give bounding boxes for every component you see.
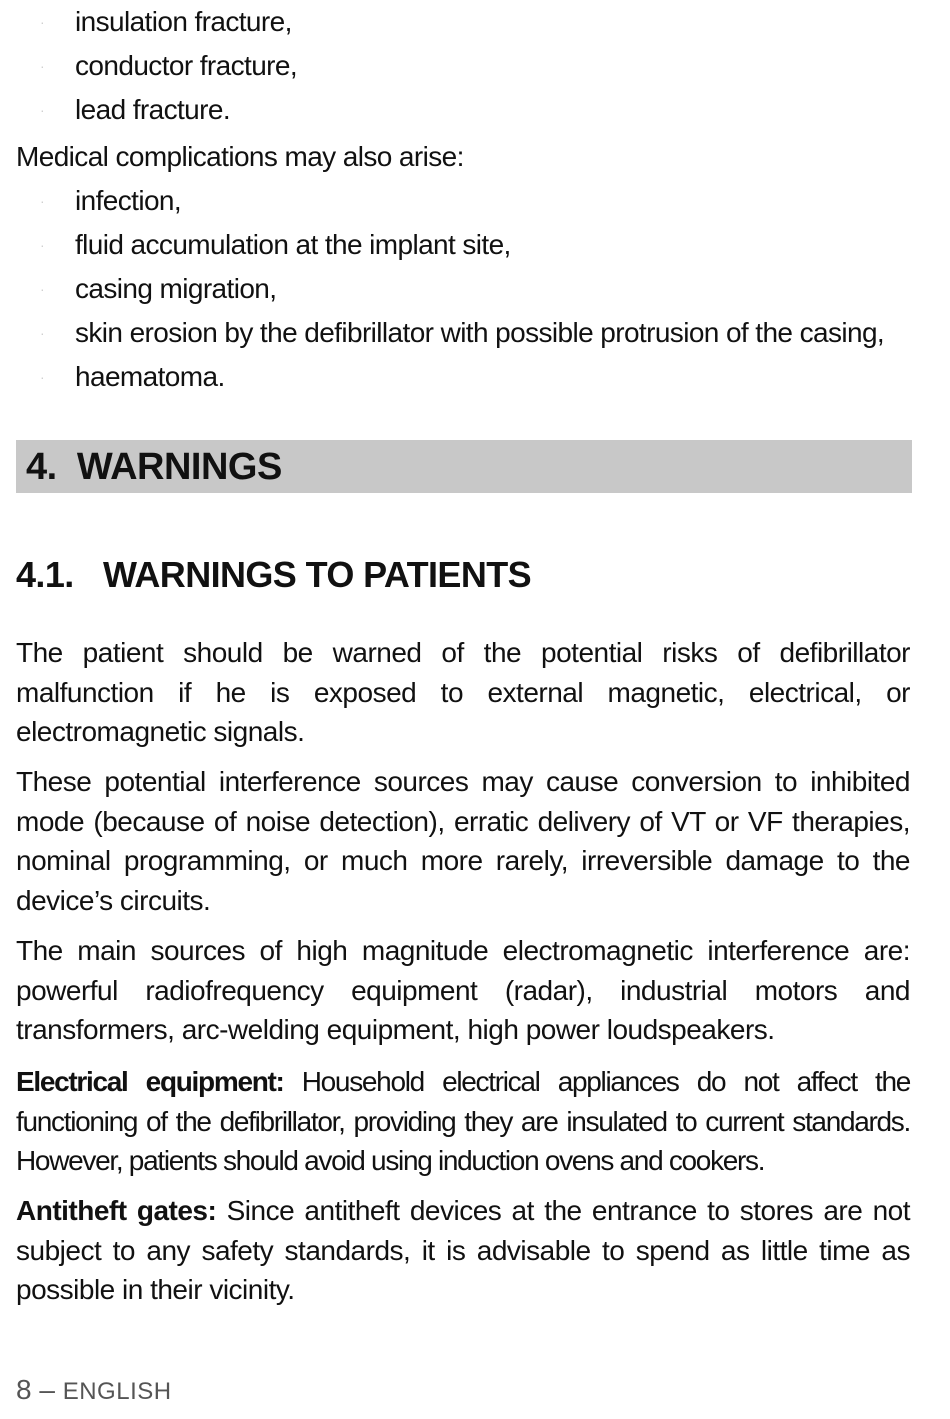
- paragraph-label: Antitheft gates:: [16, 1195, 217, 1226]
- list-item: [16, 223, 884, 267]
- section-heading-bar: [16, 440, 912, 493]
- subsection-heading: [16, 552, 531, 598]
- footer-language: ENGLISH: [62, 1378, 172, 1405]
- section-title: WARNINGS: [76, 446, 282, 488]
- list-item: [16, 179, 884, 223]
- paragraph-text: Since antitheft devices at the entrance to stores are not subject to any safety standards, it is advisable to spend as little time as possible in their vicinity.: [16, 1195, 910, 1305]
- fracture-list: [16, 0, 297, 132]
- section-heading: [26, 444, 282, 490]
- bullet-icon: ·: [40, 58, 45, 74]
- section-number: 4.: [26, 446, 57, 488]
- complications-list: [16, 179, 884, 399]
- list-item: [16, 0, 297, 44]
- list-item: [16, 267, 884, 311]
- bullet-icon: ·: [40, 237, 45, 253]
- paragraph-text: Household electrical appliances do not affect the functioning of the defibrillator, providing they are insulated to current standards. However, patients should avoid using induction ovens and cookers.: [16, 1066, 910, 1176]
- list-item: [16, 311, 884, 355]
- bullet-icon: ·: [40, 14, 45, 30]
- paragraph-label: Electrical equipment:: [16, 1066, 284, 1097]
- list-item: [16, 355, 884, 399]
- bullet-icon: ·: [40, 281, 45, 297]
- paragraph-electrical-equipment: [16, 1062, 910, 1181]
- page-footer: [16, 1372, 172, 1410]
- bullet-icon: ·: [40, 369, 45, 385]
- list-item-text: lead fracture.: [75, 94, 231, 125]
- list-item-text: fluid accumulation at the implant site,: [75, 229, 511, 260]
- complications-intro: Medical complications may also arise:: [16, 141, 464, 172]
- list-item-text: haematoma.: [75, 361, 225, 392]
- page-number: 8: [16, 1374, 32, 1405]
- subsection-title: WARNINGS TO PATIENTS: [103, 554, 532, 595]
- list-item-text: skin erosion by the defibrillator with possible protrusion of the casing,: [75, 317, 885, 348]
- bullet-icon: ·: [40, 193, 45, 209]
- list-item-text: casing migration,: [75, 273, 277, 304]
- bullet-icon: ·: [40, 102, 45, 118]
- subsection-number: 4.1.: [16, 554, 74, 595]
- footer-separator: –: [31, 1374, 63, 1405]
- list-item-text: infection,: [75, 185, 182, 216]
- paragraph-antitheft-gates: [16, 1191, 910, 1310]
- paragraph-risks: The patient should be warned of the potential risks of defibrillator malfunction if he is exposed to external magnetic, electrical, or electromagnetic signals.: [16, 637, 910, 747]
- list-item-text: conductor fracture,: [75, 50, 298, 81]
- list-item-text: insulation fracture,: [75, 6, 292, 37]
- paragraph-interference: These potential interference sources may cause conversion to inhibited mode (because of noise detection), erratic delivery of VT or VF therapies, nominal programming, or much more rarely, irreversible damage to the device’s circuits.: [16, 766, 910, 916]
- list-item: [16, 44, 297, 88]
- bullet-icon: ·: [40, 325, 45, 341]
- list-item: [16, 88, 297, 132]
- paragraph-sources: The main sources of high magnitude electromagnetic interference are: powerful radiofrequency equipment (radar), industrial motors and transformers, arc-welding equipment, high power loudspeakers.: [16, 935, 910, 1045]
